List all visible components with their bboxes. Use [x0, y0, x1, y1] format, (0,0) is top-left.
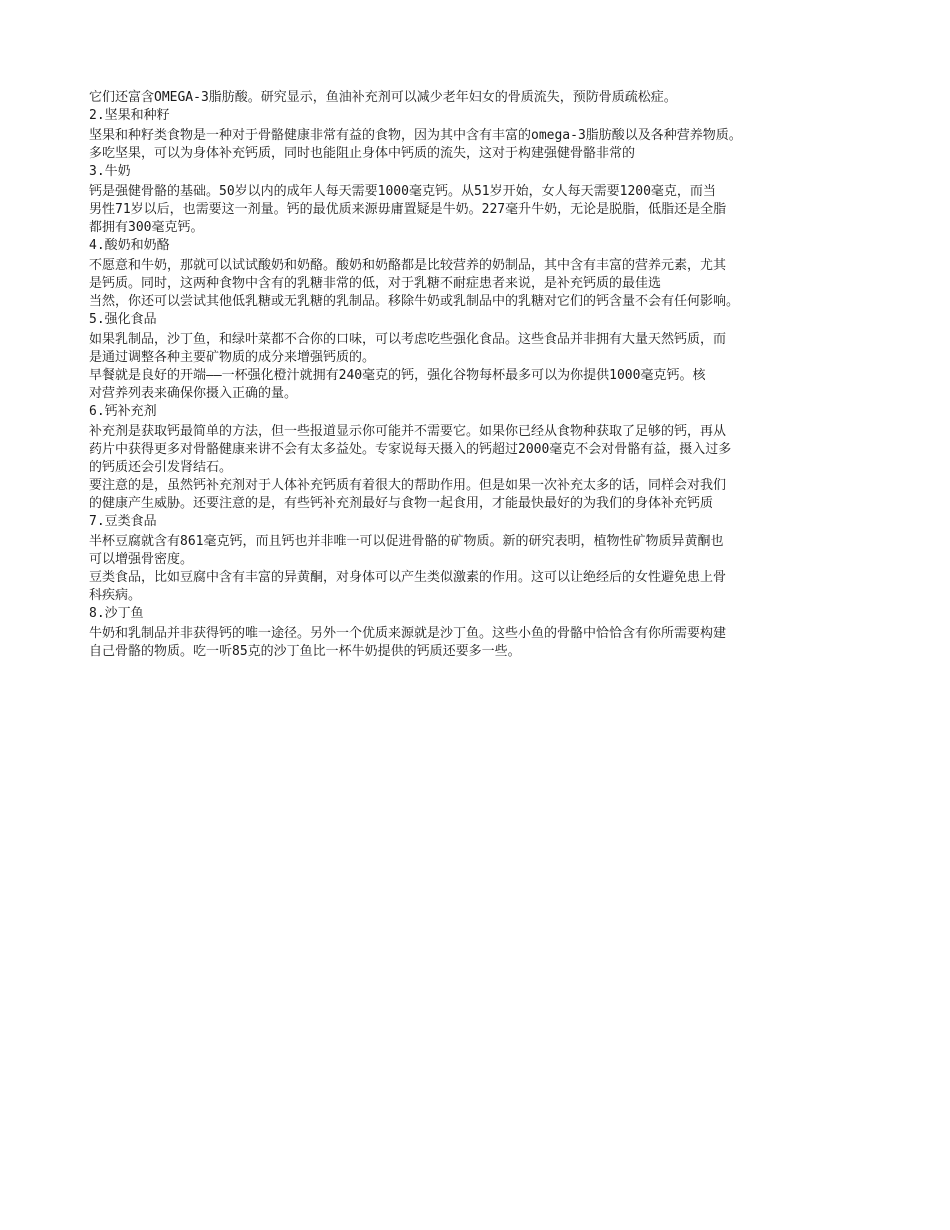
- text-line: 豆类食品，比如豆腐中含有丰富的异黄酮，对身体可以产生类似激素的作用。这可以让绝经后的女性避免患上骨: [89, 570, 727, 585]
- paragraph: [89, 477, 879, 513]
- paragraph: [89, 257, 879, 311]
- paragraph: [89, 625, 879, 661]
- text-line: 要注意的是，虽然钙补充剂对于人体补充钙质有着很大的帮助作用。但是如果一次补充太多的话，同样会对我们: [89, 478, 727, 493]
- section-fortified-foods: [89, 311, 879, 403]
- text-line: 对营养列表来确保你摄入正确的量。: [89, 386, 298, 401]
- text-line: 是钙质。同时，这两种食物中含有的乳糖非常的低，对于乳糖不耐症患者来说，是补充钙质的最佳选: [89, 276, 662, 291]
- section-heading: 4.酸奶和奶酪: [89, 238, 170, 253]
- section-calcium-supplements: [89, 403, 879, 513]
- paragraph: [89, 533, 879, 569]
- text-line: 当然，你还可以尝试其他低乳糖或无乳糖的乳制品。移除牛奶或乳制品中的乳糖对它们的钙含量不会有任何影响。: [89, 294, 740, 309]
- paragraph: [89, 183, 879, 237]
- text-line: 不愿意和牛奶，那就可以试试酸奶和奶酪。酸奶和奶酪都是比较营养的奶制品，其中含有丰富的营养元素，尤其: [89, 258, 727, 273]
- section-heading: 8.沙丁鱼: [89, 606, 144, 621]
- text-line: 如果乳制品，沙丁鱼，和绿叶菜都不合你的口味，可以考虑吃些强化食品。这些食品并非拥有大量天然钙质，而: [89, 332, 727, 347]
- paragraph: [89, 331, 879, 367]
- paragraph: [89, 423, 879, 477]
- text-line: 药片中获得更多对骨骼健康来讲不会有太多益处。专家说每天摄入的钙超过2000毫克不会对骨骼有益，摄入过多: [89, 442, 732, 457]
- section-heading: 7.豆类食品: [89, 514, 157, 529]
- text-line: 钙是强健骨骼的基础。50岁以内的成年人每天需要1000毫克钙。从51岁开始，女人每天需要1200毫克，而当: [89, 184, 716, 199]
- text-line: 男性71岁以后，也需要这一剂量。钙的最优质来源毋庸置疑是牛奶。227毫升牛奶，无论是脱脂，低脂还是全脂: [89, 202, 727, 217]
- text-line: 自己骨骼的物质。吃一听85克的沙丁鱼比一杯牛奶提供的钙质还要多一些。: [89, 644, 521, 659]
- section-milk: [89, 163, 879, 237]
- text-line: 它们还富含OMEGA-3脂肪酸。研究显示，鱼油补充剂可以减少老年妇女的骨质流失，预防骨质疏松症。: [89, 90, 677, 105]
- text-line: 的健康产生威胁。还要注意的是，有些钙补充剂最好与食物一起食用，才能最快最好的为我们的身体补充钙质: [89, 496, 714, 511]
- paragraph: [89, 127, 879, 163]
- text-line: 都拥有300毫克钙。: [89, 220, 204, 235]
- section-yogurt-cheese: [89, 237, 879, 311]
- text-line: 的钙质还会引发肾结石。: [89, 460, 233, 475]
- text-line: 牛奶和乳制品并非获得钙的唯一途径。另外一个优质来源就是沙丁鱼。这些小鱼的骨骼中恰恰含有你所需要构建: [89, 626, 727, 641]
- section-heading: 5.强化食品: [89, 312, 157, 327]
- section-nuts-seeds: [89, 107, 879, 163]
- section-heading: 3.牛奶: [89, 164, 131, 179]
- section-heading: 2.坚果和种籽: [89, 108, 170, 123]
- document-page: [89, 89, 879, 661]
- section-heading: 6.钙补充剂: [89, 404, 157, 419]
- text-line: 是通过调整各种主要矿物质的成分来增强钙质的。: [89, 350, 376, 365]
- text-line: 早餐就是良好的开端——一杯强化橙汁就拥有240毫克的钙，强化谷物每杯最多可以为你提供1000毫克钙。核: [89, 368, 706, 383]
- paragraph: [89, 367, 879, 403]
- section-sardines: [89, 605, 879, 661]
- text-line: 半杯豆腐就含有861毫克钙，而且钙也并非唯一可以促进骨骼的矿物质。新的研究表明，植物性矿物质异黄酮也: [89, 534, 724, 549]
- section-soy-foods: [89, 513, 879, 605]
- text-line: 可以增强骨密度。: [89, 552, 194, 567]
- intro-paragraph: [89, 89, 879, 107]
- text-line: 补充剂是获取钙最简单的方法，但一些报道显示你可能并不需要它。如果你已经从食物种获取了足够的钙，再从: [89, 424, 727, 439]
- paragraph: [89, 569, 879, 605]
- text-line: 科疾病。: [89, 588, 142, 603]
- text-line: 多吃坚果，可以为身体补充钙质，同时也能阻止身体中钙质的流失，这对于构建强健骨骼非常的: [89, 146, 636, 161]
- text-line: 坚果和种籽类食物是一种对于骨骼健康非常有益的食物，因为其中含有丰富的omega-3脂肪酸以及各种营养物质。: [89, 128, 742, 143]
